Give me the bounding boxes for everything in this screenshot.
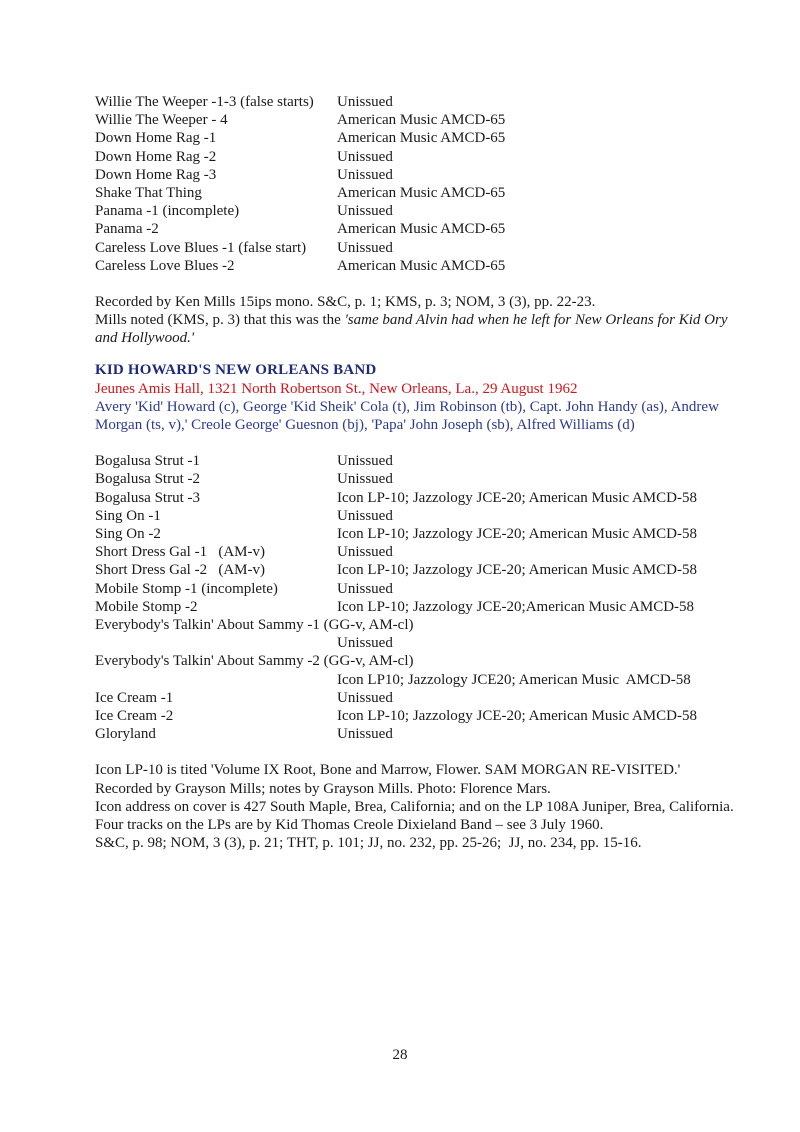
mills-note-text: Mills noted (KMS, p. 3) that this was the [95,312,345,329]
track-issue: Icon LP-10; Jazzology JCE-20; American Music AMCD-58 [337,707,697,724]
track-title: Short Dress Gal -1 (AM-v) [95,544,265,561]
track-title: Sing On -1 [95,507,161,524]
track-row [95,129,735,147]
track-title: Ice Cream -2 [95,707,174,724]
track-issue: Icon LP10; Jazzology JCE20; American Music AMCD-58 [337,671,691,688]
track-title: Panama -2 [95,221,159,238]
track-row [95,239,735,257]
track-title: Down Home Rag -3 [95,166,217,183]
track-row [95,166,735,184]
band-heading: KID HOWARD'S NEW ORLEANS BAND [95,362,377,379]
track-issue: Icon LP-10; Jazzology JCE-20; American Music AMCD-58 [337,562,697,579]
track-issue: Unissued [337,471,393,488]
track-issue: Unissued [337,689,393,706]
track-row [95,111,735,129]
track-row [95,93,735,111]
track-issue: Unissued [337,726,393,743]
track-row [95,489,735,507]
track-title: Mobile Stomp -1 (incomplete) [95,580,278,597]
track-row [95,202,735,220]
track-issue: Unissued [337,507,393,524]
track-row [95,561,735,579]
track-title: Sing On -2 [95,526,161,543]
track-row [95,184,735,202]
track-issue: Icon LP-10; Jazzology JCE-20;American Music AMCD-58 [337,598,695,615]
note-paragraph: Icon address on cover is 427 South Maple, Brea, California; and on the LP 108A Juniper, Brea, California. [95,798,734,815]
track-title: Everybody's Talkin' About Sammy -1 (GG-v, AM-cl) [95,616,414,633]
track-title: Ice Cream -1 [95,689,174,706]
track-row [95,707,735,725]
track-issue: American Music AMCD-65 [337,257,506,274]
track-issue: American Music AMCD-65 [337,130,506,147]
track-title: Bogalusa Strut -2 [95,471,200,488]
track-title: Short Dress Gal -2 (AM-v) [95,562,265,579]
track-title: Willie The Weeper -1-3 (false starts) [95,94,314,110]
mills-note-quote: 'same band Alvin had when he left for New Orleans for Kid Ory and Hollywood.' [95,312,728,347]
note-paragraph: S&C, p. 98; NOM, 3 (3), p. 21; THT, p. 101; JJ, no. 232, pp. 25-26; JJ, no. 234, pp. 15-16. [95,835,642,852]
session-venue-date: Jeunes Amis Hall, 1321 North Robertson St., New Orleans, La., 29 August 1962 [95,380,578,397]
track-issue: American Music AMCD-65 [337,221,506,238]
track-title: Gloryland [95,726,156,743]
track-title: Bogalusa Strut -1 [95,453,200,470]
session2-notes [95,761,735,852]
note-paragraph: Four tracks on the LPs are by Kid Thomas Creole Dixieland Band – see 3 July 1960. [95,816,604,833]
track-issue: Unissued [337,580,393,597]
track-row [95,725,735,743]
track-title: Everybody's Talkin' About Sammy -2 (GG-v, AM-cl) [95,653,414,670]
track-row [95,470,735,488]
track-row-long-title [95,616,735,634]
track-row [95,257,735,275]
track-title: Panama -1 (incomplete) [95,203,240,220]
track-issue: Unissued [337,166,393,183]
track-row [95,452,735,470]
session2-track-list [95,452,735,743]
track-issue: Unissued [337,453,393,470]
track-issue: American Music AMCD-65 [337,184,506,201]
track-issue: Unissued [337,203,393,220]
track-issue: American Music AMCD-65 [337,112,506,129]
track-issue: Unissued [337,635,393,652]
note-paragraph: Icon LP-10 is tited 'Volume IX Root, Bone and Marrow, Flower. SAM MORGAN RE-VISITED.' [95,762,681,779]
discography-page [95,93,735,852]
track-title: Down Home Rag -1 [95,130,217,147]
track-row [95,689,735,707]
track-title: Careless Love Blues -2 [95,257,235,274]
track-issue: Icon LP-10; Jazzology JCE-20; American Music AMCD-58 [337,489,697,506]
track-row-issue-continuation [95,634,735,652]
track-title: Careless Love Blues -1 (false start) [95,239,307,256]
track-issue: Unissued [337,148,393,165]
track-issue: Unissued [337,239,393,256]
session1-recording-note: Recorded by Ken Mills 15ips mono. S&C, p. 1; KMS, p. 3; NOM, 3 (3), pp. 22-23. [95,293,596,310]
track-row [95,580,735,598]
page-number: 28 [392,1047,408,1063]
track-title: Mobile Stomp -2 [95,598,198,615]
track-row-long-title [95,652,735,670]
note-paragraph: Recorded by Grayson Mills; notes by Grayson Mills. Photo: Florence Mars. [95,780,551,797]
track-title: Shake That Thing [95,184,202,201]
track-issue: Unissued [337,94,393,110]
track-title: Willie The Weeper - 4 [95,112,228,129]
track-row [95,543,735,561]
track-title: Down Home Rag -2 [95,148,217,165]
track-row [95,525,735,543]
track-issue: Unissued [337,544,393,561]
track-issue: Icon LP-10; Jazzology JCE-20; American Music AMCD-58 [337,526,697,543]
session1-mills-note [95,311,735,347]
track-row-issue-continuation [95,671,735,689]
track-row [95,507,735,525]
track-row [95,598,735,616]
track-title: Bogalusa Strut -3 [95,489,200,506]
track-row [95,220,735,238]
session-personnel: Avery 'Kid' Howard (c), George 'Kid Sheik' Cola (t), Jim Robinson (tb), Capt. John Handy (as), Andrew Morgan (ts, v),' Creole George' Guesnon (bj), 'Papa' John Joseph (sb), Alfred Williams (d) [95,398,719,434]
track-row [95,148,735,166]
session1-track-list [95,93,735,275]
